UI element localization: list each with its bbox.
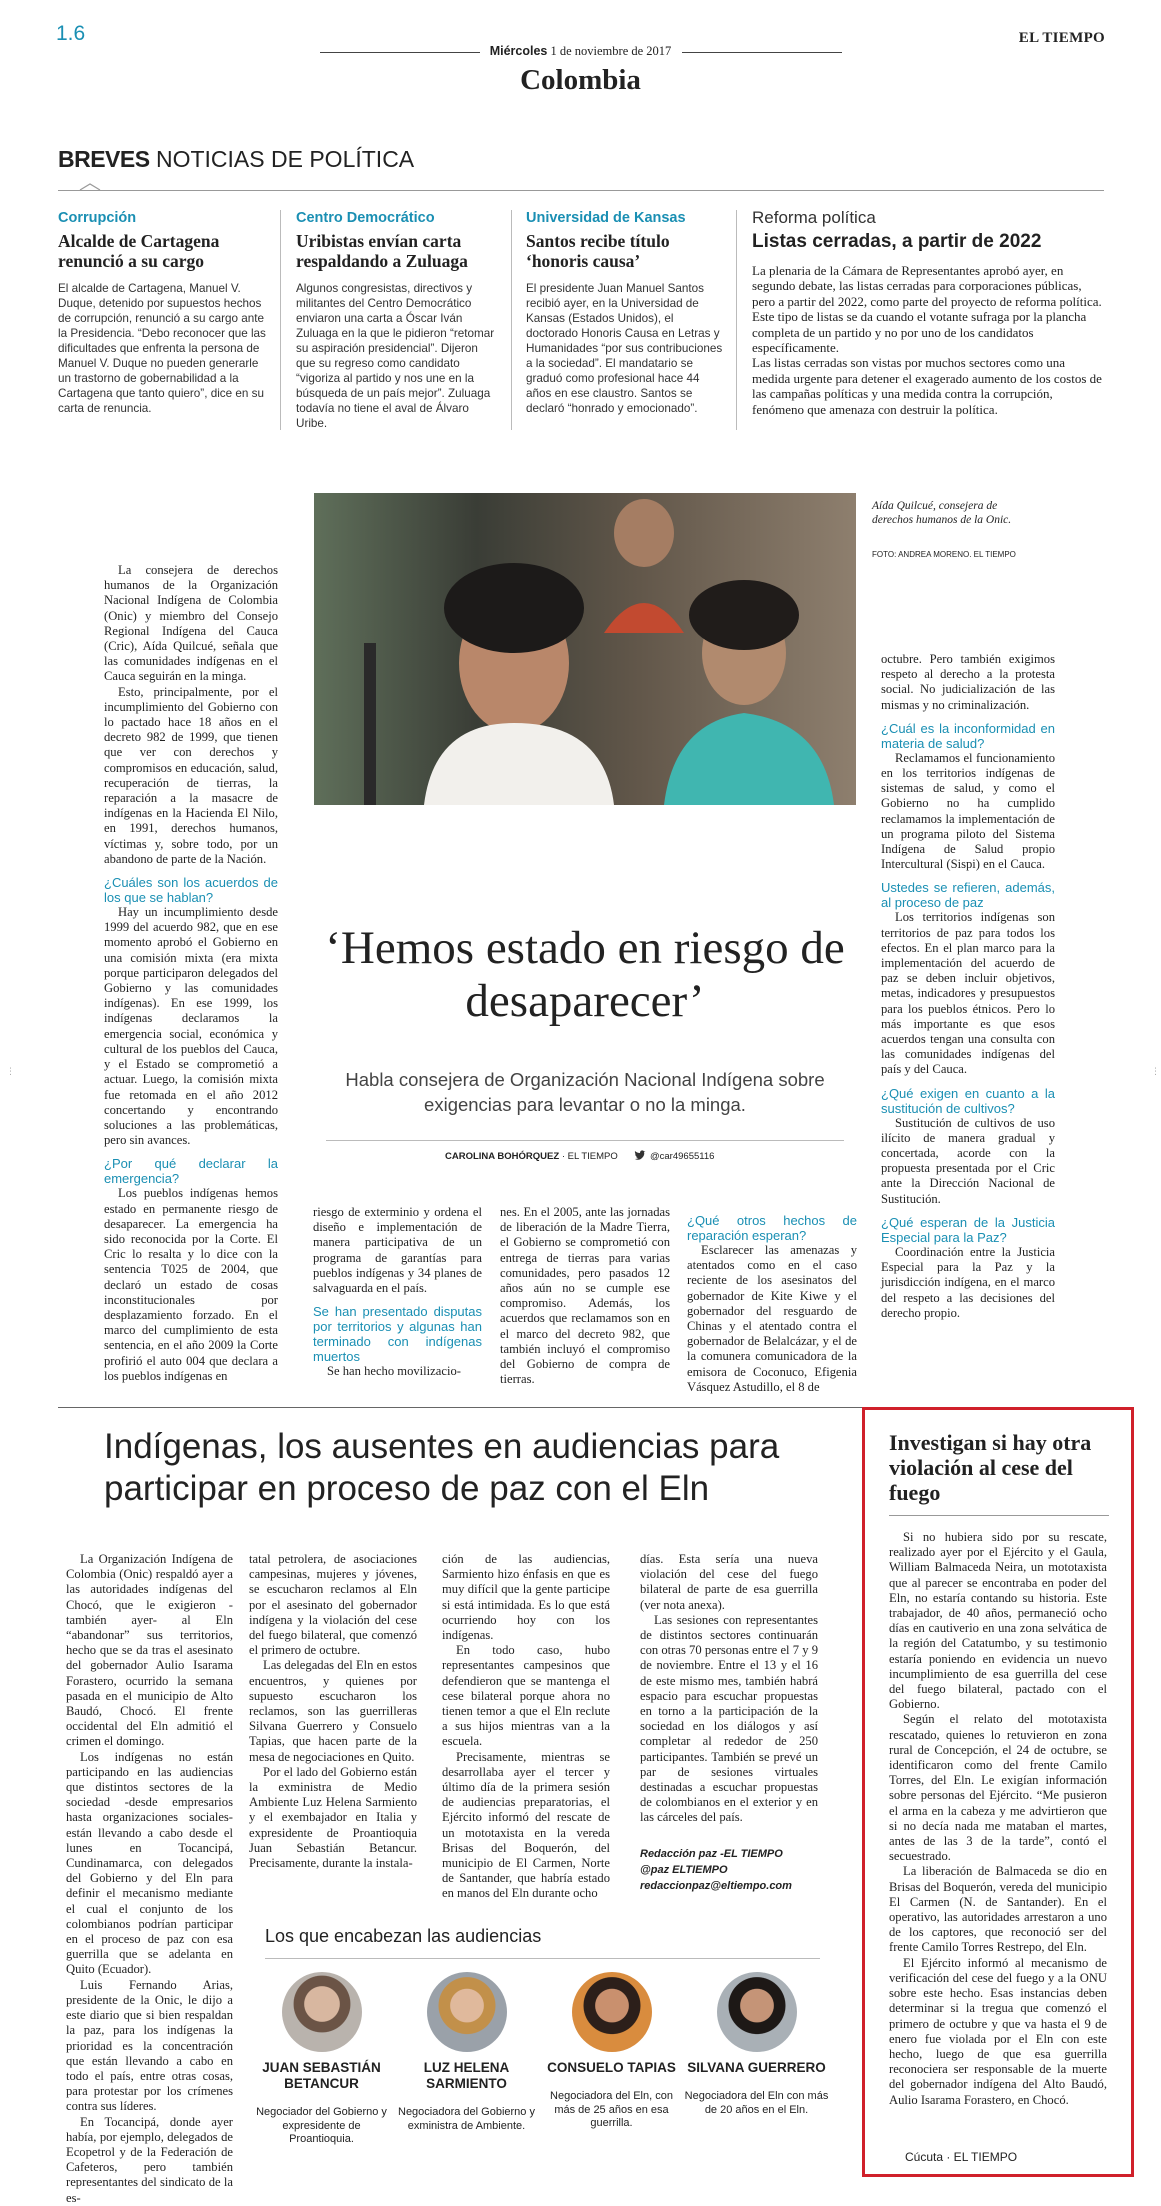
header-rule-right [682, 52, 842, 53]
paragraph: Reclamamos el funcionamiento en los territorios indígenas de sistemas de salud, y como el Gobierno no ha cumplido reclamamos la implementación de un programa piloto del Sistema Indígena de Salud propio Intercultural (Sispi) en el Cauca. [881, 750, 1055, 872]
question-subhead: Se han presentado disputas por territorios y algunas han terminado con indígenas muertos [313, 1304, 482, 1365]
breve-category-plain: Reforma política [752, 208, 876, 227]
paragraph: Por el lado del Gobierno están la exministra de Medio Ambiente Luz Helena Sarmiento y el exembajador en Italia y expresidente de Proantioquia Juan Sebastián Betancur. Precisamente, durante la instala- [249, 1764, 417, 1871]
audiencias-people [249, 1972, 829, 2147]
credit-line-1: Redacción paz -EL TIEMPO [640, 1848, 783, 1860]
avatar [572, 1972, 652, 2052]
audiencias-title: Los que encabezan las audiencias [265, 1926, 542, 1946]
main-headline: ‘Hemos estado en riesgo de desaparecer’ [325, 922, 845, 1027]
breve-title-large: Listas cerradas, a partir de 2022 [752, 231, 1042, 252]
paragraph: En Tocancipá, donde ayer había, por ejemplo, delegados de Ecopetrol y de la Federación de Cafeteros, pero también representantes del sindicato de la es- [66, 2114, 233, 2205]
paragraph: Los territorios indígenas son territorios de paz para todos los efectos. En el plan marco para la implementación del acuerdo de paz se deben incluir objetivos, metas, indicadores y presupuestos para los pueblos étnicos. Pero lo más importante es que esos acuerdos tengan una consulta con las comunidades indígenas del país y del Cauca. [881, 910, 1055, 1077]
avatar [717, 1972, 797, 2052]
brand-logo: EL TIEMPO [1018, 30, 1105, 46]
person-name: JUAN SEBASTIÁN BETANCUR [262, 2060, 381, 2091]
breve-text: El presidente Juan Manuel Santos recibió ayer, en la Universidad de Kansas (Estados Unidos), el doctorado Honoris Causa en Letras y Humanidades “por sus contribuciones a la sociedad”. El mandatario se graduó como profesional hace 44 años en ese claustro. Santos se declaró “honrado y emocionado”. [526, 282, 723, 415]
breve-title: Uribistas envían carta respaldando a Zuluaga [296, 231, 468, 271]
breves-notch-icon [80, 184, 100, 194]
date-rest: 1 de noviembre de 2017 [550, 44, 672, 58]
person-card [394, 1972, 539, 2147]
main-col-1 [104, 563, 278, 1383]
byline-outlet: · EL TIEMPO [561, 1151, 618, 1162]
person-desc: Negociadora del Eln, con más de 25 años en esa guerrilla. [550, 2090, 673, 2129]
second-col-4 [640, 1552, 818, 1842]
sidebar-story-box [862, 1407, 1134, 2177]
avatar [282, 1972, 362, 2052]
byline-name: CAROLINA BOHÓRQUEZ [445, 1151, 560, 1162]
second-credit [640, 1846, 820, 1894]
paragraph: Precisamente, mientras se desarrollaba ayer el tercer y último día de la primera sesión de audiencias preparatorias, el Ejército informó del rescate de un mototaxista en la vereda Brisas del Boquerón, del municipio de El Carmen, Norte de Santander, que habría estado en manos del Eln durante ocho [442, 1749, 610, 1901]
question-subhead: ¿Qué otros hechos de reparación esperan? [687, 1213, 857, 1243]
breve-corrupcion [58, 210, 266, 416]
breve-reforma [752, 208, 1104, 417]
audiencias-rule [265, 1958, 820, 1959]
credit-line-2[interactable]: @paz ELTIEMPO [640, 1864, 728, 1876]
breve-category: Corrupción [58, 210, 137, 226]
paragraph: nes. En el 2005, ante las jornadas de liberación de la Madre Tierra, el Gobierno se comprometió con entrega de tierras para varias comunidades, pero pasados 12 años aún no se cumple ese compromiso. Además, los acuerdos que reclamamos son en el marco del decreto 982, que también incluyó el compromiso del Gobierno de compra de tierras. [500, 1205, 670, 1387]
person-card [684, 1972, 829, 2147]
person-name: SILVANA GUERRERO [687, 2060, 826, 2075]
main-photo [314, 493, 856, 805]
breve-divider-2 [511, 210, 512, 430]
paragraph: La liberación de Balmaceda se dio en Brisas del Boquerón, vereda del municipio El Carmen (N. de Santander). En el operativo, las autoridades arrestaron a uno de los captores, que reconoció ser del frente Camilo Torres Restrepo, del Eln. [889, 1864, 1107, 1955]
photo-caption: Aída Quilcué, consejera de derechos humanos de la Onic. [872, 500, 1012, 526]
byline-handle[interactable]: @car49655116 [650, 1151, 715, 1162]
paragraph: Luis Fernando Arias, presidente de la Onic, le dijo a este diario que si bien respaldan la paz, para los indígenas la prioridad es la concentración que están llevando a cabo en todo el país, entre otras cosas, para protestar por los crímenes contra sus líderes. [66, 1977, 233, 2114]
breve-category: Centro Democrático [296, 210, 435, 226]
person-desc: Negociadora del Eln con más de 20 años en el Eln. [684, 2090, 829, 2116]
paragraph: Si no hubiera sido por su rescate, realizado ayer por el Ejército y el Gaula, William Balmaceda Neira, un mototaxista que al parecer se encontraba en poder del Eln, no estaría contando su historia. Este trabajador, de 40 años, permaneció ocho días en cautiverio en una zona selvática de la región del Catatumbo, y su testimonio estaría poniendo en evidencia un nuevo incumplimiento de esa guerrilla del cese del fuego bilateral, pactado con el Gobierno. [889, 1530, 1107, 1712]
breve-title: Alcalde de Cartagena renunció a su cargo [58, 231, 220, 271]
second-col-1 [66, 1552, 233, 2205]
breves-label-rest: NOTICIAS DE POLÍTICA [155, 146, 415, 172]
person-name: CONSUELO TAPIAS [547, 2060, 676, 2075]
audiencias-box [249, 1912, 829, 2177]
question-subhead: ¿Qué esperan de la Justicia Especial para la Paz? [881, 1214, 1055, 1245]
paragraph: La consejera de derechos humanos de la Organización Nacional Indígena de Colombia (Onic) y miembro del Consejo Regional Indígena del Cauca (Cric), Aída Quilcué, señala que las comunidades indígenas en el Cauca seguirán en la minga. [104, 563, 278, 684]
breve-title: Santos recibe título ‘honoris causa’ [526, 231, 670, 271]
sidebar-body [889, 1530, 1107, 2150]
paragraph: La Organización Indígena de Colombia (Onic) respaldó ayer a las autoridades indígenas del Chocó, que le exigieron -también ayer- al Eln “abandonar” sus territorios, hecho que se da tras el asesinato del gobernador Aulio Isarama Forastero, ocurrido la semana pasada en el municipio de Alto Baudó, Chocó. El frente occidental del Eln admitió el crimen el domingo. [66, 1552, 233, 1749]
person-card [539, 1972, 684, 2147]
question-subhead: ¿Cuál es la inconformidad en materia de salud? [881, 720, 1055, 751]
paragraph: Hay un incumplimiento desde 1999 del acuerdo 982, que en ese momento aprobó el Gobierno en una comisión mixta (era mixta porque participaron delegados del Gobierno y las comunidades indígenas). En ese 1999, los indígenas declaramos la emergencia social, económica y cultural de los pueblos del Cauca, y el Estado se comprometió a actuar. Luego, la comisión mixta fue retomada en el año 2012 concertando y encontrando soluciones a las problemáticas, pero sin avances. [104, 905, 278, 1148]
paragraph: Sustitución de cultivos de uso ilícito de manera gradual y concertada, acorde con la propuesta presentada por el Cric ante la Dirección Nacional de Sustitución. [881, 1115, 1055, 1206]
breve-category: Universidad de Kansas [526, 210, 686, 226]
photo-credit: FOTO: ANDREA MORENO. EL TIEMPO [872, 550, 1016, 559]
question-subhead: ¿Cuáles son los acuerdos de los que se hablan? [104, 875, 278, 906]
main-col-2 [313, 1205, 482, 1385]
fold-marker-right: ⋮ [1151, 1066, 1160, 1076]
paragraph: Según el relato del mototaxista rescatado, quienes lo retuvieron en zona rural de Concepción, el 24 de octubre, se identificaron como del frente Camilo Torres, del Eln. Le exigían información sobre personas del Ejército. “Me pusieron el arma en la cabeza y me advirtieron que si no decía nada me mataban el martes, antes de las 3 de la tarde”, contó el secuestrado. [889, 1712, 1107, 1864]
paragraph: Los pueblos indígenas hemos estado en permanente riesgo de desaparecer. La emergencia ha sido reconocida por la Corte. El Cric lo resalta y lo dice con la sentencia T025 de 2004, que declaró un estado de cosas inconstitucionales por desplazamiento forzado. En el marco del cumplimiento de esta sentencia, en el año 2009 la Corte profirió el auto 004 que declara a los pueblos indígenas en [104, 1186, 278, 1383]
breve-centro-democratico [296, 210, 498, 431]
person-card [249, 1972, 394, 2147]
breve-text: El alcalde de Cartagena, Manuel V. Duque, detenido por supuestos hechos de corrupción, renunció a su cargo ante la Presidencia. “Debo reconocer que las dificultades que enfrenta la persona de Manuel V. Duque no pueden generarle un trastorno de gobernabilidad a la Cartagena que tanto quiero”, dice en su carta de renuncia. [58, 282, 266, 415]
breve-divider-3 [736, 210, 737, 430]
paragraph: Esto, principalmente, por el incumplimiento del Gobierno con lo pactado hace 18 años en el decreto 982 de 1999, que tienen que ver con derechos y compromisos en educación, salud, recuperación de tierras, la reparación a la masacre de indígenas en la Hacienda El Nilo, en 1991, derechos humanos, víctimas y, sobre todo, por un abandono de parte de la Nación. [104, 684, 278, 866]
breve-text: Algunos congresistas, directivos y militantes del Centro Democrático enviaron una carta a Óscar Iván Zuluaga en la que le pidieron “retomar su aspiración presidencial”. Dijeron que su regreso como candidato “vigoriza al partido y nos une en la búsqueda de un país mejor”. Zuluaga todavía no tiene el aval de Álvaro Uribe. [296, 282, 495, 430]
paragraph: El Ejército informó al mecanismo de verificación del cese del fuego y a la ONU sobre este hecho. Esas instancias deben determinar si la tregua que comenzó el primero de octubre y que va hasta el 9 de enero fue violada por el Eln con este hecho, luego de que esa guerrilla reconociera ser responsable de la muerte del gobernador indígena del Alto Baudó, Aulio Isarama Forastero, en Chocó. [889, 1955, 1107, 2107]
second-col-3 [442, 1552, 610, 1901]
breve-divider-1 [280, 210, 281, 430]
paragraph: octubre. Pero también exigimos respeto al derecho a la protesta social. No judicialización de las mismas y no criminalización. [881, 652, 1055, 712]
second-headline: Indígenas, los ausentes en audiencias para participar en proceso de paz con el Eln [104, 1427, 780, 1508]
sidebar-headline: Investigan si hay otra violación al cese del fuego [889, 1430, 1092, 1505]
fold-marker-left: ⋮ [6, 1066, 15, 1076]
paragraph: días. Esta sería una nueva violación del cese del fuego bilateral de parte de esa guerrilla (ver nota anexa). [640, 1552, 818, 1612]
paragraph: Coordinación entre la Justicia Especial para la Paz y la jurisdicción indígena, en el marco del respeto a las decisiones del derecho propio. [881, 1244, 1055, 1320]
paragraph: tatal petrolera, de asociaciones campesinas, mujeres y jóvenes, se escucharon reclamos al Eln por el asesinato del gobernador indígena y la violación del cese del fuego bilateral, que comenzó el primero de octubre. [249, 1552, 417, 1658]
paragraph: En todo caso, hubo representantes campesinos que defendieron que se mantenga el cese bilateral porque ahora no tienen temor a que el Eln reclute a sus hijos mientras van a la escuela. [442, 1643, 610, 1749]
main-col-5 [881, 652, 1055, 1387]
photo-illustration [314, 493, 856, 805]
paragraph: Los indígenas no están participando en las audiencias que distintos sectores de la sociedad -desde empresarios hasta organizaciones sociales- están llevando a cabo desde el lunes en Tocancipá, Cundinamarca, con delegados del Gobierno y del Eln para definir el mecanismo mediante el cual el conjunto de los colombianos podrían participar en el proceso de paz con esa guerrilla que se adelanta en Quito (Ecuador). [66, 1749, 233, 1977]
main-col-4 [687, 1205, 857, 1394]
avatar [427, 1972, 507, 2052]
date-day: Miércoles [489, 44, 548, 58]
question-subhead: ¿Qué exigen en cuanto a la sustitución de cultivos? [881, 1085, 1055, 1116]
paragraph: Las delegadas del Eln en estos encuentros, y quienes por supuesto escucharon los reclamos, son las guerrilleras Silvana Guerrero y Consuelo Tapias, que hacen parte de la mesa de negociaciones en Quito. [249, 1658, 417, 1764]
header-date [0, 44, 1161, 59]
main-deck: Habla consejera de Organización Nacional Indígena sobre exigencias para levantar o no la minga. [345, 1069, 825, 1115]
byline-rule [326, 1140, 844, 1141]
question-subhead: ¿Por qué declarar la emergencia? [104, 1156, 278, 1187]
question-subhead: Ustedes se refieren, además, al proceso de paz [881, 880, 1055, 911]
twitter-icon [634, 1150, 646, 1162]
second-col-2 [249, 1552, 417, 1872]
paragraph: Las sesiones con representantes de distintos sectores continuarán con otras 70 personas entre el 7 y 9 de noviembre. Entre el 13 y el 16 de este mismo mes, también habrá espacio para escuchar propuestas en torno a la participación de la sociedad en los diálogos y así completar al rededor de 250 participantes. También se prevé un par de sesiones virtuales destinadas a escuchar propuestas de colombianos en el exterior y en las cárceles del país. [640, 1612, 818, 1825]
person-name: LUZ HELENA SARMIENTO [423, 2060, 510, 2091]
breve-text-2: Las listas cerradas son vistas por muchos sectores como una medida urgente para detener el exagerado aumento de los costos de las campañas políticas y una medida contra la corrupción, fenómeno que amenaza con destruir la política. [752, 355, 1102, 417]
header-rule-left [320, 52, 480, 53]
person-desc: Negociador del Gobierno y expresidente de Proantioquia. [256, 2106, 387, 2145]
paragraph: Se han hecho movilizacio- [327, 1364, 461, 1379]
byline [445, 1151, 618, 1162]
paragraph: Esclarecer las amenazas y atentados como en el caso reciente de los asesinatos del gobernador de Kite Kiwe y el gobernador del resguardo de Chinas y el atentado contra el gobernador de Belalcázar, y el de la comunera comunicadora de la emisora de Coconuco, Efigenia Vásquez Astudillo, el 8 de [687, 1243, 857, 1394]
page-number: 1.6 [56, 22, 86, 45]
section-title: Colombia [520, 64, 641, 96]
breve-kansas [526, 210, 728, 416]
breve-text: La plenaria de la Cámara de Representantes aprobó ayer, en segundo debate, las listas cerradas para corporaciones públicas, pero a partir del 2022, como parte del proyecto de reforma política. Este tipo de listas se da cuando el votante sufraga por la plancha completa de un partido y no por uno de los candidatos específicamente. [752, 263, 1102, 356]
credit-line-3[interactable]: redaccionpaz@eltiempo.com [640, 1880, 792, 1892]
breves-label-bold: BREVES [58, 146, 150, 172]
paragraph: ción de las audiencias, Sarmiento hizo énfasis en que es muy difícil que la gente participe si está intimidada. Es lo que está ocurriendo hoy con los indígenas. [442, 1552, 610, 1643]
person-desc: Negociadora del Gobierno y exministra de Ambiente. [398, 2106, 535, 2132]
paragraph: riesgo de exterminio y ordena el diseño e implementación de manera participativa de un programa de garantías para pueblos indígenas y 34 planes de salvaguarda en el país. [313, 1205, 482, 1296]
sidebar-rule [889, 1515, 1109, 1516]
sidebar-credit: Cúcuta · EL TIEMPO [905, 2150, 1018, 2164]
breves-rule [58, 190, 1104, 191]
main-col-3 [500, 1205, 670, 1385]
breves-label [58, 146, 414, 173]
